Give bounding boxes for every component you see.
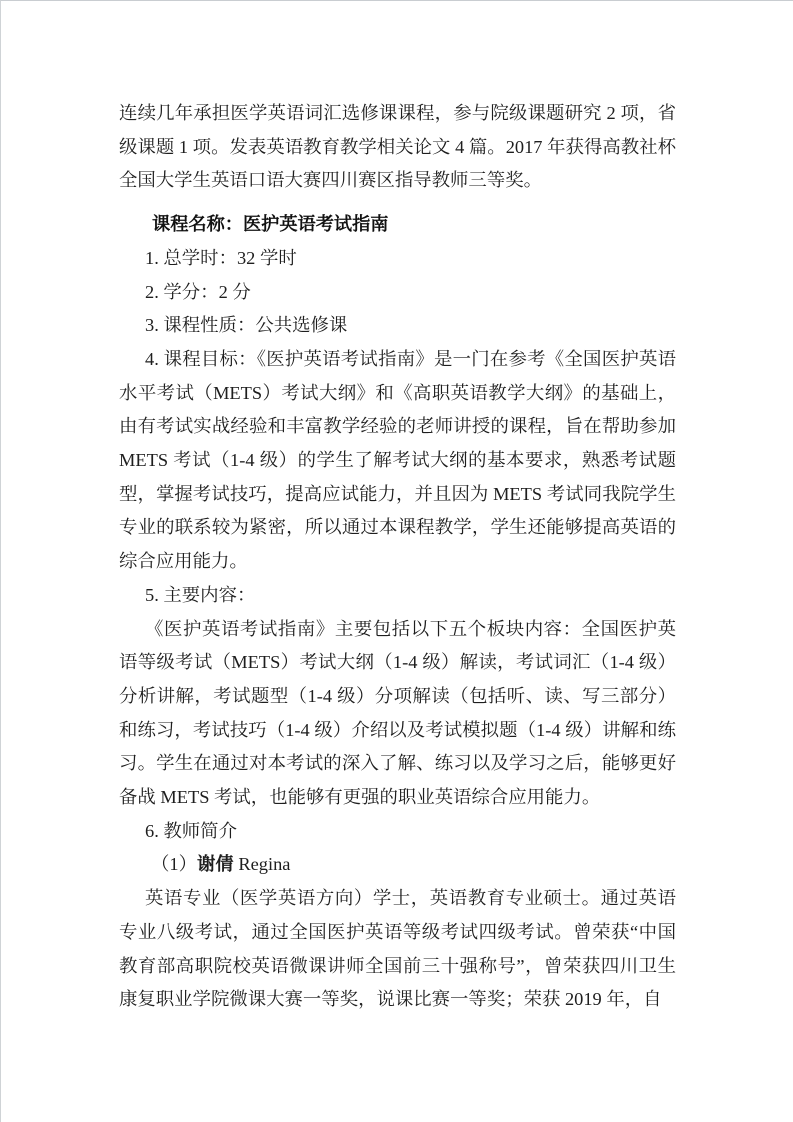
course-name-heading: 课程名称：医护英语考试指南 <box>152 214 389 235</box>
item-total-hours: 1. 总学时：32 学时 <box>145 247 297 268</box>
item-main-content-label: 5. 主要内容： <box>145 584 256 605</box>
intro-paragraph: 连续几年承担医学英语词汇选修课课程，参与院级课题研究 2 项，省级课题 1 项。发表英语教育教学相关论文 4 篇。2017 年获得高教社杯全国大学生英语口语大赛四川赛区指导教师三等奖。 <box>119 103 676 191</box>
teacher-1-bio-paragraph: 英语专业（医学英语方向）学士，英语教育专业硕士。通过英语专业八级考试，通过全国医护英语等级考试四级考试。曾荣获“中国教育部高职院校英语微课讲师全国前三十强称号”，曾荣获四川卫生康复职业学院微课大赛一等奖，说课比赛一等奖；荣获 2019 年，自 <box>119 888 676 1010</box>
teacher-1-name: 谢倩 <box>196 854 234 875</box>
main-content-paragraph: 《医护英语考试指南》主要包括以下五个板块内容：全国医护英语等级考试（METS）考试大纲（1-4 级）解读，考试词汇（1-4 级）分析讲解，考试题型（1-4 级）分项解读（包括听、读、写三部分）和练习，考试技巧（1-4 级）介绍以及考试模拟题（1-4 级）讲解和练习。学生在通过对本考试的深入了解、练习以及学习之后，能够更好备战 METS 考试，也能够有更强的职业英语综合应用能力。 <box>119 618 676 808</box>
teacher-1-latin-name: Regina <box>233 854 291 875</box>
teacher-1-number: （1） <box>151 854 197 875</box>
item-teacher-intro-label: 6. 教师简介 <box>145 820 237 841</box>
item-course-objectives: 4. 课程目标：《医护英语考试指南》是一门在参考《全国医护英语水平考试（METS）考试大纲》和《高职英语教学大纲》的基础上，由有考试实战经验和丰富教学经验的老师讲授的课程，旨在帮助参加 METS 考试（1-4 级）的学生了解考试大纲的基本要求，熟悉考试题型，掌握考试技巧，提高应试能力，并且因为 METS 考试同我院学生专业的联系较为紧密，所以通过本课程教学，学生还能够提高英语的综合应用能力。 <box>119 348 676 572</box>
teacher-1-heading <box>119 848 676 882</box>
item-course-type: 3. 课程性质：公共选修课 <box>145 315 348 336</box>
item-credits: 2. 学分：2 分 <box>145 281 251 302</box>
